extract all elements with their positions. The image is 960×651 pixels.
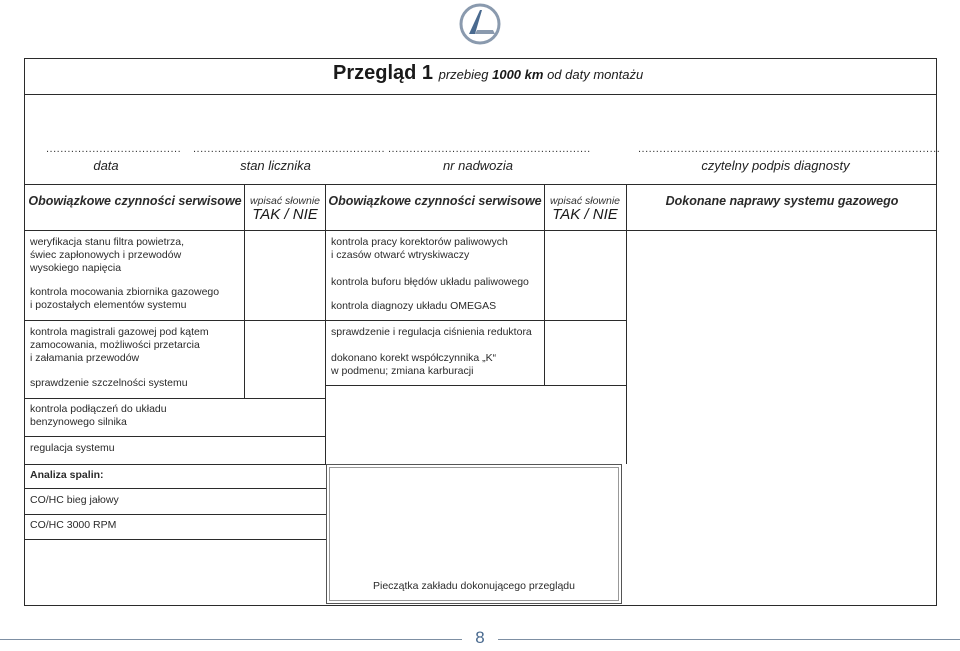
list-item: Analiza spalin:: [30, 469, 104, 481]
left-table-vline: [325, 230, 326, 398]
header-vdivider: [544, 184, 545, 230]
signature-label: czytelny podpis diagnosty: [701, 158, 850, 173]
list-item: kontrola mocowania zbiornika gazowego i pozostałych elementów systemu: [30, 286, 220, 311]
date-dots: ......................................: [46, 143, 182, 155]
list-item: dokonano korekt współczynnika „K“ w podmenu; zmiana karburacji: [331, 352, 497, 377]
list-item: sprawdzenie i regulacja ciśnienia reduktora: [331, 326, 532, 338]
col-header-services-1: Obowiązkowe czynności serwisowe: [28, 194, 242, 208]
brand-logo: [455, 2, 505, 46]
page-number: 8: [462, 628, 498, 650]
repairs-vline: [626, 385, 627, 464]
list-item: sprawdzenie szczelności systemu: [30, 377, 188, 389]
date-label: data: [93, 158, 119, 173]
page-title: Przegląd 1 przebieg 1000 km od daty montażu: [333, 62, 644, 84]
left-table-vline: [325, 398, 326, 464]
list-item: kontrola pracy korektorów paliwowych i czasów otwarć wtryskiwaczy: [331, 236, 508, 261]
row-divider: [24, 464, 326, 465]
list-item: weryfikacja stanu filtra powietrza, świec zapłonowych i przewodów wysokiego napięcia: [30, 236, 185, 274]
vin-dots: .........................................................: [388, 143, 591, 155]
list-item: regulacja systemu: [30, 442, 115, 454]
odometer-dots: ......................................................: [193, 143, 386, 155]
list-item: kontrola buforu błędów układu paliwowego: [331, 276, 529, 288]
header-vdivider: [325, 184, 326, 230]
col-header-yesno-hint-2: wpisać słownie: [549, 195, 621, 207]
header-vdivider: [626, 184, 627, 230]
row-divider: [325, 385, 627, 386]
stamp-label: Pieczątka zakładu dokonującego przeglądu: [373, 580, 575, 592]
col-header-services-2: Obowiązkowe czynności serwisowe: [328, 194, 542, 208]
col-header-repairs: Dokonane naprawy systemu gazowego: [665, 194, 899, 208]
fields-divider: [24, 184, 937, 185]
row-divider: [24, 514, 326, 515]
row-divider: [24, 398, 326, 399]
row-divider: [24, 539, 326, 540]
list-item: CO/HC 3000 RPM: [30, 519, 117, 531]
right-table-vline: [544, 230, 545, 385]
title-divider: [24, 94, 937, 95]
list-item: kontrola diagnozy układu OMEGAS: [331, 300, 497, 312]
header-vdivider: [244, 184, 245, 230]
col-header-yesno-2: TAK / NIE: [552, 206, 618, 223]
list-item: kontrola podłączeń do układu benzynowego silnika: [30, 403, 167, 428]
signature-dots: .....................................................................................: [638, 143, 941, 155]
header-divider: [24, 230, 937, 231]
list-item: kontrola magistrali gazowej pod kątem zamocowania, możliwości przetarcia i załamania przewodów: [30, 326, 209, 364]
left-table-vline: [244, 230, 245, 398]
list-item: CO/HC bieg jałowy: [30, 494, 119, 506]
row-divider: [24, 436, 326, 437]
row-divider: [24, 488, 326, 489]
right-table-vline: [626, 230, 627, 385]
col-header-yesno-hint-1: wpisać słownie: [249, 195, 321, 207]
vin-label: nr nadwozia: [442, 158, 514, 173]
row-divider: [325, 320, 627, 321]
odometer-label: stan licznika: [240, 158, 311, 173]
row-divider: [24, 320, 326, 321]
col-header-yesno-1: TAK / NIE: [252, 206, 318, 223]
